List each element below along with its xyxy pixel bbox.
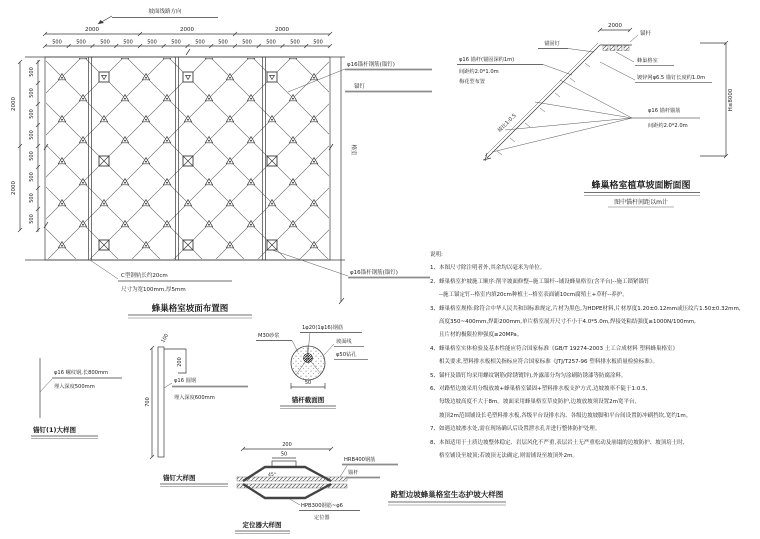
section-height-dimension [700,41,734,158]
section-view [457,23,734,207]
plan-top-dimensions [43,27,332,48]
note-line: 说明: [430,252,443,258]
plan-cchannel-label1: C型钢轨长约20cm [121,273,168,279]
plan-cell-label: 格室 [350,144,356,156]
positioner-angle: 45° [268,473,276,478]
dim-500: 500 [29,172,35,182]
note-line: 格室铺设至坡顶;若坡顶无法确定,则需铺设至坡顶外2m。 [439,453,578,460]
nail1-label1: φ16 螺纹钢,长800mm [54,370,109,376]
section-crest-nail-label: 锚固钉 [544,41,560,47]
dim-500: 500 [29,214,35,224]
section-dim-height: H≤8000 [728,88,734,112]
dim-500: 500 [76,39,86,46]
dim-500: 500 [100,39,110,46]
positioner-dim-inner: 50 [280,451,288,458]
section-slope-ratio: 坡比1:0.5 [496,112,518,134]
dim-2000: 2000 [11,97,17,111]
dim-2000: 2000 [11,181,17,195]
dim-500: 500 [52,39,62,46]
section-mesh-label: 镀锌网φ6.5 锚钉长度约1.0m [637,75,706,81]
note-line: 每级边坡高度不大于8m。坡面采用蜂巢格室草皮防护,边坡放坡须设置2m宽平台, [439,399,637,406]
note-line: 7、如遇边坡渗水处,需在现场确认后设置泄水孔并进行整体防护处理。 [430,426,601,433]
section-anchor-bar-label: 锚杆 [640,31,652,37]
dim-500: 500 [123,39,133,46]
dim-500: 500 [242,39,252,46]
nail2-label1: φ16 圆钢 [174,378,197,384]
positioner-label-bottom1: HPB300钢筋~φ6 [301,503,343,509]
note-line: 8、本图适用于土质边坡整体稳定、岩层风化不严重,表层岩土无严重松动及崩塌的边坡防护、坡顶培土时, [430,439,685,446]
notes-block [430,249,758,464]
section-left-label2: 间距约2.0*1.0m [459,69,499,75]
anchor-section-right-label1: 坡面线 [336,339,352,345]
anchor-section-right-label2: φ50钻孔 [336,352,357,358]
plan-direction-label: 坡面线路方向 [148,9,182,15]
section-left-label1: φ16 锚杆(锚固深约1m) [459,57,515,63]
positioner-label-top1: HRB400钢筋 [344,457,376,463]
note-line: 6、对路堑边坡采用分级放坡+蜂巢格室锚固+塑料排水板支护方式,边坡坡率不陡于1:0.5、 [430,386,652,393]
dim-500: 500 [29,109,35,119]
note-line: --施工锚定钉--格室内填20cm种植土--格室表面铺10cm腐殖土+草籽--养护。 [439,292,628,299]
dim-500: 500 [266,39,276,46]
nail2-dim-hook: 200 [177,357,183,367]
plan-cchannel-label2: 尺寸为宽100mm,厚5mm [121,287,186,293]
detail-nail1 [31,358,122,439]
dim-500: 500 [195,39,205,46]
section-mid-label1: φ16 锚杆锚筋 [648,108,681,114]
plan-nail-label: 锚钉 [354,84,366,90]
plan-left-dimensions [11,60,40,232]
nail2-dim-length: 700 [145,397,151,407]
direction-arrow-icon [98,16,112,24]
anchor-section-rebar-label: 1φ20(1φ16)钢筋 [302,325,344,331]
dim-500: 500 [290,39,300,46]
anchor-section-title: 锚杆截面图 [291,396,325,404]
dim-2000: 2000 [275,27,289,33]
detail-nail2 [145,333,248,487]
section-left-label3: 梅花型布置 [459,79,485,85]
dim-500: 500 [313,39,323,46]
note-line: 且片材的极限拉伸强度≥20MPa。 [439,332,523,339]
note-line: 1、本图尺寸除注明者外,其余均以毫米为单位。 [430,265,546,272]
nail2-label2: 埋入深度600mm [174,395,215,401]
dim-500: 500 [147,39,157,46]
section-subtitle: 图中锚杆间距以m计 [614,199,668,206]
positioner-label-top2: 锚杆 [348,470,359,476]
section-dim-2000: 2000 [608,23,622,29]
plan-anchor-bottom-label: φ16锚杆钢筋(锚钉) [350,270,398,276]
note-line: 相关要求,塑料排水板相关指标应符合国家标准《JTJ/T257-96 塑料排水板质量检验标准》。 [439,359,659,366]
dim-500: 500 [29,67,35,77]
note-line: 4、蜂巢格室实体检验及基本性能应符合国家标准《GB/T 19274-2003 土工合成材料 塑料蜂巢格室》 [430,345,678,352]
anchor-section-mortar-label: M30砂浆 [258,333,280,339]
positioner-title: 定位器大样图 [242,521,282,529]
section-title: 蜂巢格室植草坡面断面图 [591,181,691,191]
note-line: 2、蜂巢格室护坡施工顺序:削平坡面修整--施工锚杆--铺设蜂巢格室(含平台)--施工锁紧锚钉 [430,278,650,285]
anchor-section-dim: 50 [304,380,312,386]
nail1-title: 锚钉(1)大样图 [33,426,76,434]
note-line: 高度350~400mm,焊距200mm,单片格室展开尺寸不小于4.0*5.0m,焊接处粘结强度≥1000N/100mm, [439,319,696,326]
note-line: 坡顶2m范围铺设长毛塑料排水板,各级平台设排水沟、各级边坡坡脚和平台间设置防冲刷挡坎,宽约1m。 [439,412,692,419]
dim-500: 500 [171,39,181,46]
dim-2000: 2000 [180,27,194,33]
section-left-callout [457,55,572,85]
dim-500: 500 [29,88,35,98]
positioner-label-bottom2: 定位器 [314,515,330,521]
dim-500: 500 [29,193,35,203]
detail-anchor-section [256,323,368,409]
note-line: 5、锚杆及锚钉均采用螺纹钢筋(除锈镀锌),外露部分均匀涂刷防锈漆等防腐涂料。 [430,372,627,379]
dim-2000: 2000 [85,27,99,33]
plan-view [11,7,432,318]
section-mid-label2: 间距约2.0*2.0m [648,123,688,129]
note-line: 3、蜂巢格室规格:除符合中华人民共和国标准规定,片材为黑色,为HDPE材料,片材厚度1.20±0.12mm或压纹片1.50±0.32mm, [430,305,741,312]
detail-positioner [235,442,398,534]
plan-title: 蜂巢格室坡面布置图 [151,304,229,314]
section-anchor-fan [492,80,700,152]
nail2-title: 锚钉大样图 [163,474,196,482]
main-title-text: 路堑边坡蜂巢格室生态护坡大样图 [390,490,504,499]
nail2-dim-hook-width: 100 [160,332,171,345]
positioner-dim-outer: 200 [282,442,292,448]
nail1-label2: 埋入深度500mm [54,384,95,390]
dim-500: 500 [218,39,228,46]
dim-500: 500 [29,130,35,140]
dim-500: 500 [29,151,35,161]
geocell-mesh-panel [25,49,345,304]
plan-anchor-top-label: φ16锚杆钢筋(锚钉) [347,62,395,68]
section-geocell-label: 蜂巢格室 [637,58,658,64]
sheet-title [388,489,506,505]
